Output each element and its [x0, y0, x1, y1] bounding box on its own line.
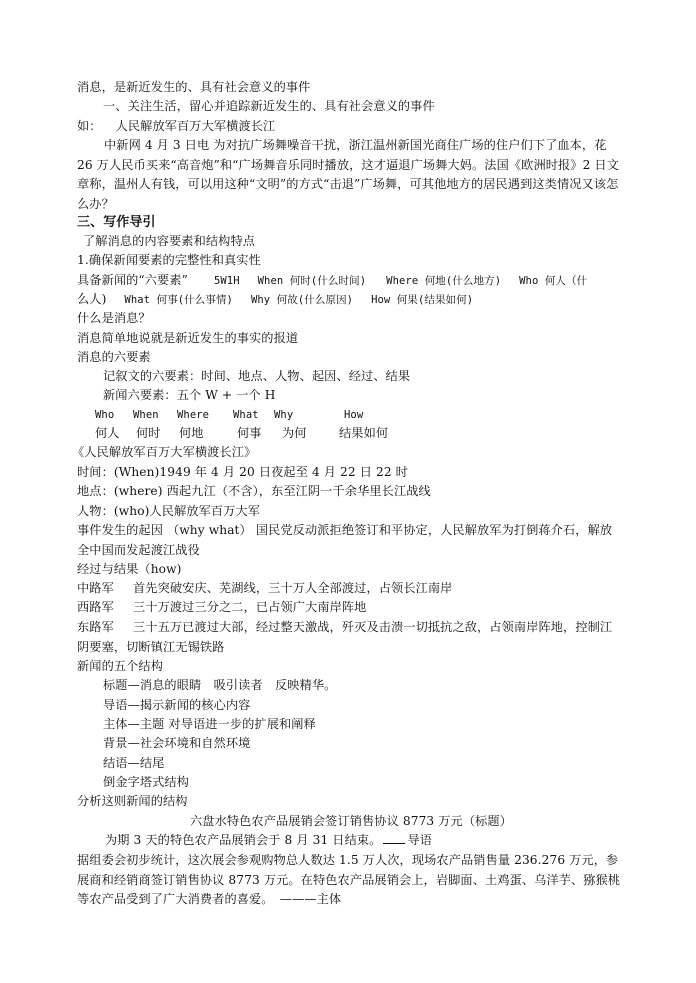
- time-line: 时间：(When)1949 年 4 月 20 日夜起至 4 月 22 日 22 时: [77, 465, 408, 479]
- example-prefix: 如：: [77, 119, 102, 133]
- example-article-title: 《人民解放军百万大军横渡长江》: [72, 445, 257, 459]
- row-jieguo: 结果如何: [339, 426, 389, 440]
- example-title: 人民解放军百万大军横渡长江: [115, 119, 276, 133]
- point-one: 1.确保新闻要素的完整性和真实性: [77, 253, 261, 267]
- row-where: Where: [177, 409, 210, 421]
- row-weihe: 为何: [282, 426, 307, 440]
- body-paragraph: 据组委会初步统计，这次展会参观购物总人数达 1.5 万人次，现场农产品销售量 236.276 万元，参展商和经销商签订销售协议 8773 万元。在特色农产品展销会上，岩脚面、土鸡蛋、乌洋芋、猕猴桃等农产品受到了广大消费者的喜爱。 ———主体: [77, 853, 621, 906]
- six-elements-line-2: [77, 290, 473, 309]
- row-why: Why: [274, 409, 294, 421]
- where-item: Where 何地(什么地方): [386, 275, 502, 287]
- row-when: When: [133, 409, 159, 421]
- structure-background: 背景—社会环境和自然环境: [103, 736, 251, 750]
- structure-lead: 导语—揭示新闻的核心内容: [103, 698, 251, 712]
- five-structures-heading: 新闻的五个结构: [77, 659, 164, 673]
- row-hedi: 何地: [179, 426, 204, 440]
- english-elements-row: [95, 406, 363, 424]
- people-line: 人物：(who)人民解放军百万大军: [77, 504, 261, 518]
- what-item: What 何事(什么事情): [124, 294, 233, 306]
- five-w-one-h: 5W1H: [213, 275, 240, 287]
- structure-title: 标题—消息的眼睛 吸引读者 反映精华。: [103, 678, 337, 692]
- row-who: Who: [95, 409, 115, 421]
- six-elements-label: 具备新闻的“六要素”: [77, 273, 188, 287]
- narrative-six-elements: 记叙文的六要素：时间、地点、人物、起因、经过、结果: [103, 369, 411, 383]
- news-six-elements: 新闻六要素：五个 W + 一个 H: [103, 388, 276, 402]
- line-intro: 消息，是新近发生的、具有社会意义的事件: [77, 80, 311, 94]
- analyze-heading: 分析这则新闻的结构: [77, 794, 188, 808]
- western-army-label: 西路军: [77, 600, 114, 614]
- who-continued: 么人): [77, 292, 107, 306]
- inverted-pyramid: 倒金字塔式结构: [103, 775, 190, 789]
- six-elements-line: [77, 271, 587, 290]
- lead-text: 为期 3 天的特色农产品展销会于 8 月 31 日结束。: [105, 833, 382, 847]
- structure-ending: 结语—结尾: [103, 756, 165, 770]
- eastern-army-text: 三十五万已渡过大部，经过整天激战，歼灭及击溃一切抵抗之敌，占领南岸阵地，控制江阴要塞，切断镇江无锡铁路: [77, 620, 613, 654]
- lead-underline: [383, 831, 405, 844]
- chinese-elements-row: [95, 424, 388, 442]
- why-item: Why 何故(什么原因): [250, 294, 354, 306]
- western-army-line: [77, 598, 366, 616]
- section-three-heading: 三、写作导引: [77, 215, 156, 230]
- cause-paragraph: 事件发生的起因 （why what） 国民党反动派拒绝签订和平协定，人民解放军为打倒蒋介石，解放全中国而发起渡江战役: [77, 523, 613, 557]
- eastern-army-paragraph: [77, 618, 621, 657]
- news-definition: 消息简单地说就是新近发生的事实的报道: [77, 331, 299, 345]
- section-one-heading: 一、关注生活，留心并追踪新近发生的、具有社会意义的事件: [103, 99, 435, 113]
- six-elements-heading: 消息的六要素: [77, 350, 151, 364]
- guide-line: 了解消息的内容要素和结构特点: [83, 234, 256, 248]
- row-how: How: [344, 409, 364, 421]
- lead-label: 导语: [407, 833, 433, 847]
- news-paragraph-1: 中新网 4 月 3 日电 为对抗广场舞噪音干扰，浙江温州新国光商住广场的住户们下了血本，花 26 万人民币买来“高音炮”和“广场舞音乐同时播放，这才逼退广场舞大妈。法国《欧洲时报》2 日文章称，温州人有钱，可以用这种“文明”的方式“击退”广场舞，可其他地方的居民遇到这类情况又该怎么办？: [77, 138, 620, 211]
- lead-line: [105, 831, 432, 849]
- central-army-text: 首先突破安庆、芜湖线，三十万人全部渡过，占领长江南岸: [133, 581, 453, 595]
- process-result-heading: 经过与结果（how): [77, 562, 182, 576]
- who-item: Who 何人（什: [519, 275, 588, 287]
- eastern-army-label: 东路军: [77, 620, 114, 634]
- when-item: When 何时(什么时间): [257, 275, 367, 287]
- what-is-news-question: 什么是消息？: [77, 311, 151, 325]
- row-heshi: 何时: [136, 426, 161, 440]
- western-army-text: 三十万渡过三分之二，已占领广大南岸阵地: [133, 600, 367, 614]
- row-heshi2: 何事: [237, 426, 262, 440]
- row-heren: 何人: [95, 426, 120, 440]
- row-what: What: [233, 409, 259, 421]
- central-army-label: 中路军: [77, 581, 114, 595]
- place-line: 地点：(where) 西起九江（不含），东至江阴一千余华里长江战线: [77, 484, 431, 498]
- how-item: How 何果(结果如何): [371, 294, 474, 306]
- news-headline-example: 六盘水特色农产品展销会签订销售协议 8773 万元（标题）: [190, 814, 512, 828]
- example-line: [77, 117, 275, 135]
- central-army-line: [77, 579, 452, 597]
- structure-body: 主体—主题 对导语进一步的扩展和阐释: [103, 717, 316, 731]
